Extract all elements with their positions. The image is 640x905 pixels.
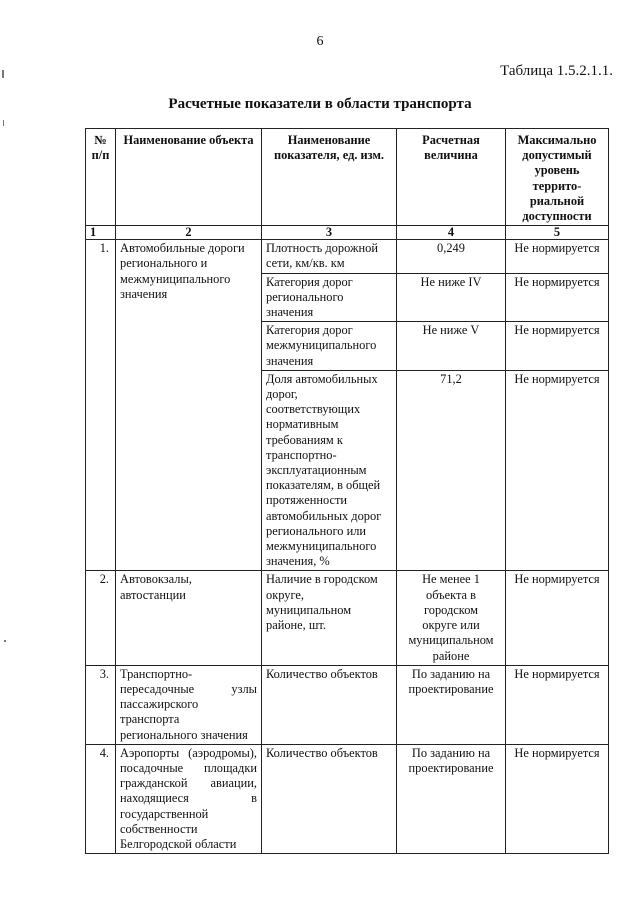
accessibility-level: Не нормируется	[506, 322, 609, 371]
row-number: 4.	[86, 744, 116, 853]
calculated-value: Не ниже V	[397, 322, 506, 371]
header-max-accessibility: Максимально допустимый уровень террито-риальной доступности	[506, 129, 609, 226]
calculated-value: По заданию на проектирование	[397, 744, 506, 853]
accessibility-level: Не нормируется	[506, 571, 609, 665]
scan-speck	[2, 70, 4, 78]
object-name: Транспортно-пересадочные узлы пассажирского транспорта регионального значения	[116, 665, 262, 744]
page-number: 6	[316, 34, 324, 49]
object-name: Автовокзалы, автостанции	[116, 571, 262, 665]
header-calculated-value: Расчетная величина	[397, 129, 506, 226]
header-number: № п/п	[86, 129, 116, 226]
header-object-name: Наименование объекта	[116, 129, 262, 226]
table-header-row	[86, 129, 609, 226]
transport-indicators-table	[85, 128, 609, 854]
accessibility-level: Не нормируется	[506, 240, 609, 273]
table-row	[86, 665, 609, 744]
accessibility-level: Не нормируется	[506, 665, 609, 744]
accessibility-level: Не нормируется	[506, 273, 609, 322]
table-row	[86, 240, 609, 273]
column-number-row	[86, 226, 609, 240]
table-row	[86, 744, 609, 853]
object-name: Автомобильные дороги регионального и межмуниципального значения	[116, 240, 262, 571]
scan-speck	[3, 120, 4, 126]
row-number: 3.	[86, 665, 116, 744]
calculated-value: 0,249	[397, 240, 506, 273]
accessibility-level: Не нормируется	[506, 744, 609, 853]
indicator-name: Категория дорог регионального значения	[262, 273, 397, 322]
indicator-name: Количество объектов	[262, 665, 397, 744]
column-number: 3	[262, 226, 397, 240]
accessibility-level: Не нормируется	[506, 370, 609, 571]
calculated-value: Не менее 1 объекта в городском округе или муниципальном районе	[397, 571, 506, 665]
column-number: 5	[506, 226, 609, 240]
indicator-name: Доля автомобильных дорог, соответствующих нормативным требованиям к транспортно-эксплуатационным показателям, в общей протяженности автомобильных дорог регионального или межмуниципального значения, %	[262, 370, 397, 571]
indicator-name: Количество объектов	[262, 744, 397, 853]
indicator-name: Категория дорог межмуниципального значения	[262, 322, 397, 371]
header-indicator-name: Наименование показателя, ед. изм.	[262, 129, 397, 226]
table-label: Таблица 1.5.2.1.1.	[500, 63, 613, 79]
table-row	[86, 571, 609, 665]
row-number: 1.	[86, 240, 116, 571]
calculated-value: По заданию на проектирование	[397, 665, 506, 744]
calculated-value: Не ниже IV	[397, 273, 506, 322]
document-title: Расчетные показатели в области транспорта	[168, 96, 472, 112]
column-number: 4	[397, 226, 506, 240]
indicator-name: Плотность дорожной сети, км/кв. км	[262, 240, 397, 273]
calculated-value: 71,2	[397, 370, 506, 571]
column-number: 2	[116, 226, 262, 240]
object-name: Аэропорты (аэродромы), посадочные площадки гражданской авиации, находящиеся в государственной собственности Белгородской области	[116, 744, 262, 853]
column-number: 1	[86, 226, 116, 240]
indicator-name: Наличие в городском округе, муниципальном районе, шт.	[262, 571, 397, 665]
row-number: 2.	[86, 571, 116, 665]
scan-speck	[4, 640, 6, 642]
